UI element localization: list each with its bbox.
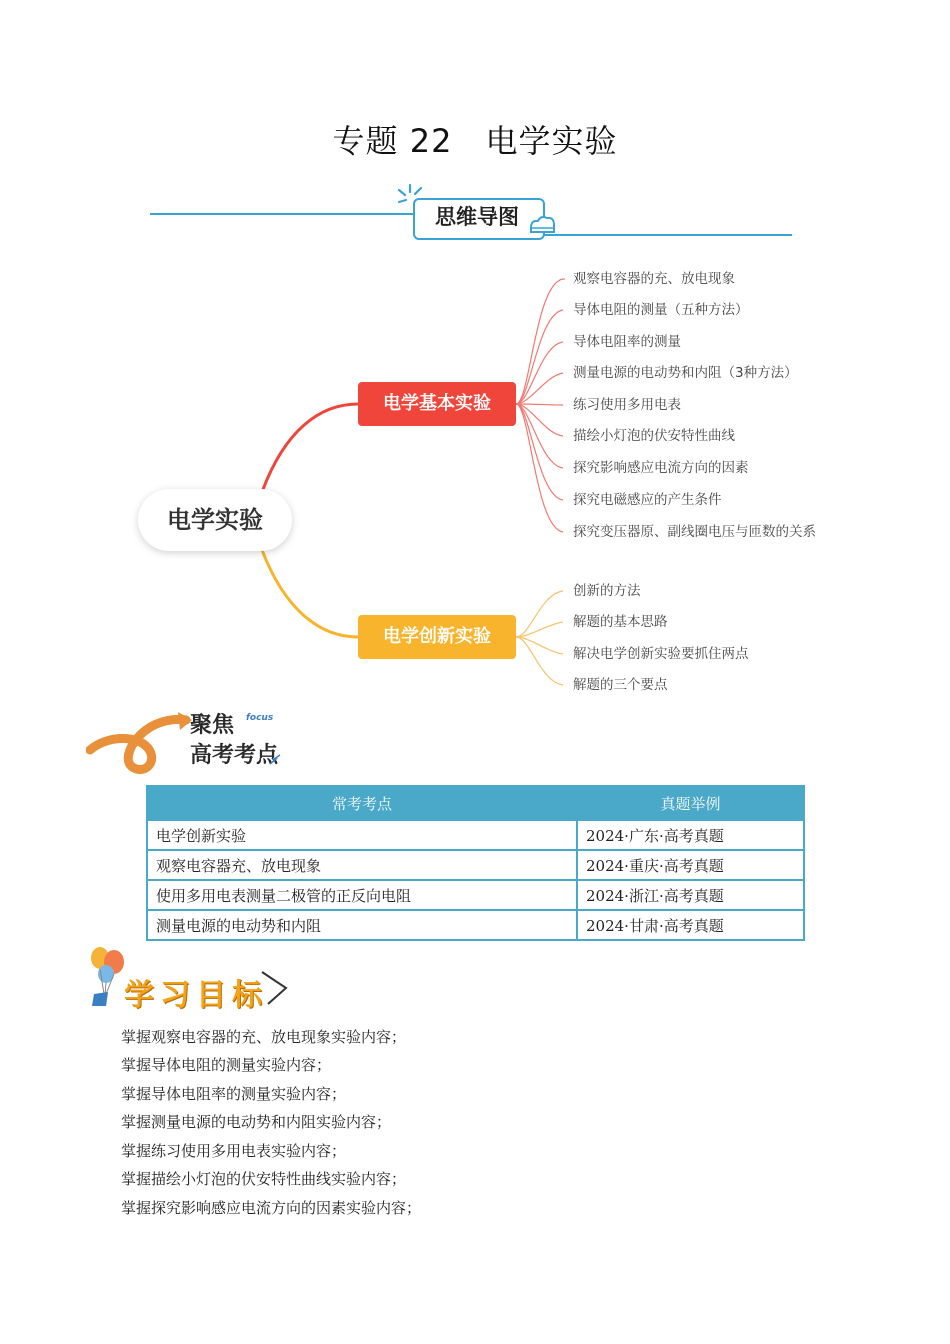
mindmap-leaf: 观察电容器的充、放电现象 — [573, 271, 735, 287]
goal-item: 掌握导体电阻的测量实验内容； — [121, 1056, 332, 1074]
table-cell-topic: 电学创新实验 — [147, 820, 577, 850]
focus-header-line2: 高考考点 — [190, 743, 279, 768]
table-row — [147, 850, 804, 880]
focus-header-line1: 聚焦 — [190, 713, 235, 738]
mindmap-leaf: 测量电源的电动势和内阻（3种方法） — [573, 365, 798, 381]
swirl-arrow-icon — [86, 706, 196, 776]
goal-item: 掌握测量电源的电动势和内阻实验内容； — [121, 1113, 392, 1131]
table-cell-example: 2024·重庆·高考真题 — [577, 850, 804, 880]
goal-item: 掌握练习使用多用电表实验内容； — [121, 1142, 347, 1160]
table-row — [147, 910, 804, 940]
mindmap-branch-innovation: 电学创新实验 — [358, 615, 516, 659]
mindmap-leaf: 描绘小灯泡的伏安特性曲线 — [573, 428, 735, 444]
connector-basic — [262, 404, 358, 492]
mindmap-leaf: 导体电阻的测量（五种方法） — [573, 302, 749, 318]
goal-item: 掌握观察电容器的充、放电现象实验内容； — [121, 1028, 407, 1046]
table-cell-topic: 观察电容器充、放电现象 — [147, 850, 577, 880]
goals-header-arrow — [258, 968, 294, 1008]
table-cell-example: 2024·甘肃·高考真题 — [577, 910, 804, 940]
page-title: 专题 22 电学实验 — [332, 122, 618, 160]
mindmap-leaf: 练习使用多用电表 — [573, 397, 681, 413]
mindmap-leaf: 探究电磁感应的产生条件 — [573, 492, 722, 508]
focus-header-english: focus — [246, 713, 274, 723]
goal-item: 掌握描绘小灯泡的伏安特性曲线实验内容； — [121, 1170, 407, 1188]
mindmap-leaf: 解题的基本思路 — [573, 614, 668, 630]
table-cell-topic: 测量电源的电动势和内阻 — [147, 910, 577, 940]
mindmap-leaf: 探究影响感应电流方向的因素 — [573, 460, 749, 476]
goal-item: 掌握探究影响感应电流方向的因素实验内容； — [121, 1199, 422, 1217]
mindmap-leaf: 解决电学创新实验要抓住两点 — [573, 646, 749, 662]
mindmap-leaf: 创新的方法 — [573, 583, 641, 599]
mindmap-branch-basic: 电学基本实验 — [358, 382, 516, 426]
mindmap-header-label: 思维导图 — [435, 205, 519, 229]
table-row — [147, 880, 804, 910]
table-cell-example: 2024·广东·高考真题 — [577, 820, 804, 850]
table-cell-example: 2024·浙江·高考真题 — [577, 880, 804, 910]
mindmap-root: 电学实验 — [138, 489, 292, 551]
table-header-cell: 真题举例 — [577, 786, 804, 820]
table-header-cell: 常考考点 — [147, 786, 577, 820]
lightning-icon — [268, 754, 282, 766]
goals-header-label: 学习目标 — [124, 978, 268, 1013]
mindmap-leaf: 探究变压器原、副线圈电压与匝数的关系 — [573, 524, 816, 540]
mindmap-leaf: 解题的三个要点 — [573, 677, 668, 693]
goal-item: 掌握导体电阻率的测量实验内容； — [121, 1085, 347, 1103]
table-header-row — [147, 786, 804, 820]
exam-points-table — [146, 785, 805, 941]
mindmap-leaf: 导体电阻率的测量 — [573, 334, 681, 350]
connector-innov — [262, 550, 358, 637]
table-row — [147, 820, 804, 850]
table-cell-topic: 使用多用电表测量二极管的正反向电阻 — [147, 880, 577, 910]
